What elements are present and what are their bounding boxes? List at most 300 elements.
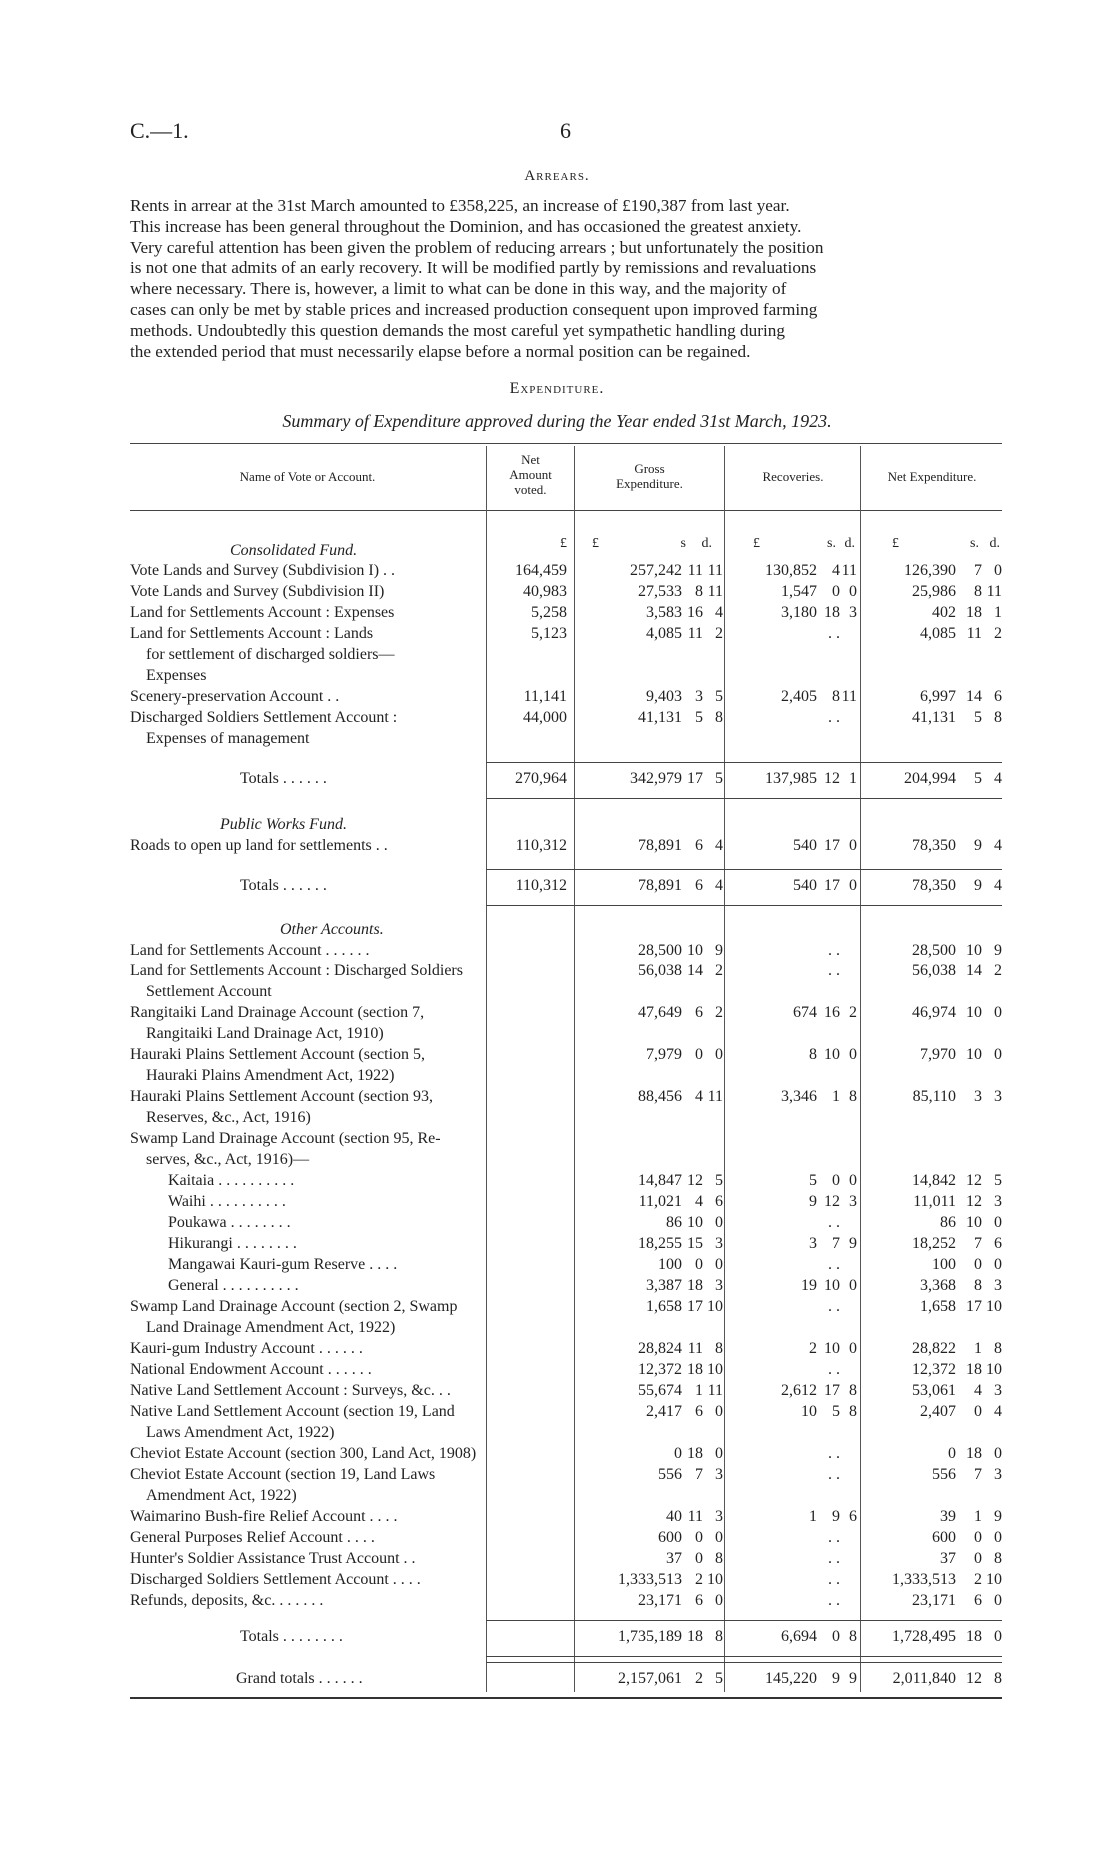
recoveries-nil: . . [828,1445,840,1462]
unit-pence: d. [701,536,712,551]
gross-shillings: 5 [695,709,703,726]
account-name: Land for Settlements Account . . . . . . [130,942,370,959]
gross-pence: 11 [707,1088,723,1105]
gross-shillings: 2 [695,1571,703,1588]
net-pence: 6 [994,688,1002,705]
account-name: Hauraki Plains Settlement Account (section 93, [130,1088,434,1105]
recoveries-pounds: 9 [809,1193,817,1210]
net-shillings: 12 [966,1172,982,1189]
gross-pence: 10 [707,1298,723,1315]
net-pounds: 1,658 [920,1298,956,1315]
net-shillings: 7 [974,562,982,579]
gross-pounds: 28,500 [638,942,682,959]
net-pounds: 4,085 [920,625,956,642]
gross-pounds: 12,372 [638,1361,682,1378]
gross-pence: 5 [715,770,723,787]
gross-pounds: 556 [658,1466,682,1483]
gross-shillings: 6 [695,1592,703,1609]
net-pence: 0 [994,1046,1002,1063]
net-pounds: 1,728,495 [892,1628,956,1645]
gross-pounds: 88,456 [638,1088,682,1105]
net-pounds: 12,372 [912,1361,956,1378]
account-name: Kaitaia . . . . . . . . . . [168,1172,295,1189]
account-name: Public Works Fund. [220,816,347,833]
column-divider [574,446,575,1692]
gross-pence: 0 [715,1256,723,1273]
gross-pence: 8 [715,1340,723,1357]
account-name: Hauraki Plains Amendment Act, 1922) [146,1067,395,1084]
recoveries-nil: . . [828,1550,840,1567]
net-pounds: 41,131 [912,709,956,726]
account-name: Cheviot Estate Account (section 19, Land Laws [130,1466,436,1483]
recoveries-pounds: 1 [809,1508,817,1525]
gross-shillings: 10 [687,942,703,959]
table-bottom-rule [130,1697,1002,1699]
unit-pounds: £ [592,536,599,551]
account-name: Totals . . . . . . [240,770,327,787]
account-name: Land for Settlements Account : Lands [130,625,374,642]
net-pounds: 37 [940,1550,956,1567]
net-pounds: 204,994 [904,770,956,787]
gross-pence: 6 [715,1193,723,1210]
gross-pounds: 23,171 [638,1592,682,1609]
gross-shillings: 4 [695,1088,703,1105]
gross-shillings: 1 [695,1382,703,1399]
recoveries-shillings: 10 [824,1046,840,1063]
account-name: General Purposes Relief Account . . . . [130,1529,375,1546]
gross-pence: 4 [715,837,723,854]
net-shillings: 0 [974,1550,982,1567]
net-shillings: 4 [974,1382,982,1399]
gross-pounds: 1,333,513 [618,1571,682,1588]
page-number: 6 [560,118,571,143]
account-name: Roads to open up land for settlements . . [130,837,388,854]
gross-pence: 4 [715,604,723,621]
recoveries-nil: . . [828,1571,840,1588]
net-shillings: 8 [974,1277,982,1294]
net-pence: 0 [994,1214,1002,1231]
col-header-name: Name of Vote or Account. [239,469,376,484]
recoveries-pounds: 10 [801,1403,817,1420]
net-pence: 1 [994,604,1002,621]
gross-shillings: 11 [687,625,703,642]
account-name: Swamp Land Drainage Account (section 2, Swamp [130,1298,458,1315]
account-name: Amendment Act, 1922) [146,1487,297,1504]
recoveries-pounds: 2 [809,1340,817,1357]
net-pence: 8 [994,709,1002,726]
gross-pence: 3 [715,1466,723,1483]
account-name: Native Land Settlement Account : Surveys, &c. . . [130,1382,451,1399]
gross-shillings: 17 [687,1298,703,1315]
gross-shillings: 18 [687,1277,703,1294]
net-pence: 11 [986,583,1002,600]
net-shillings: 12 [966,1670,982,1687]
net-shillings: 18 [966,1628,982,1645]
recoveries-pounds: 19 [801,1277,817,1294]
gross-shillings: 18 [687,1628,703,1645]
gross-shillings: 17 [687,770,703,787]
account-name: Scenery-preservation Account . . [130,688,340,705]
gross-pounds: 3,583 [646,604,682,621]
net-pence: 0 [994,1529,1002,1546]
gross-pounds: 342,979 [630,770,682,787]
recoveries-shillings: 16 [824,1004,840,1021]
net-pounds: 100 [932,1256,956,1273]
account-name: Settlement Account [146,983,272,1000]
net-amount-voted: 270,964 [515,770,567,787]
gross-pence: 3 [715,1277,723,1294]
net-pounds: 23,171 [912,1592,956,1609]
net-pence: 0 [994,1628,1002,1645]
account-name: General . . . . . . . . . . [168,1277,299,1294]
gross-pounds: 27,533 [638,583,682,600]
col-header-gross: Gross Expenditure. [616,461,683,491]
gross-pence: 9 [715,942,723,959]
net-shillings: 18 [966,1445,982,1462]
gross-pounds: 11,021 [638,1193,682,1210]
net-pounds: 600 [932,1529,956,1546]
recoveries-shillings: 0 [832,1172,840,1189]
net-shillings: 2 [974,1571,982,1588]
account-name: Cheviot Estate Account (section 300, Land Act, 1908) [130,1445,477,1462]
gross-shillings: 10 [687,1214,703,1231]
gross-pounds: 40 [666,1508,682,1525]
recoveries-nil: . . [828,709,840,726]
recoveries-pounds: 540 [793,837,817,854]
arrears-line: where necessary. There is, however, a limit to what can be done in this way, and the majority of [130,279,787,299]
gross-pence: 2 [715,1004,723,1021]
recoveries-pence: 9 [849,1235,857,1252]
unit-pounds: £ [753,536,760,551]
gross-pounds: 3,387 [646,1277,682,1294]
net-shillings: 10 [966,1046,982,1063]
net-pounds: 556 [932,1466,956,1483]
recoveries-pounds: 6,694 [781,1628,817,1645]
recoveries-nil: . . [828,1529,840,1546]
net-pence: 10 [986,1361,1002,1378]
recoveries-nil: . . [828,625,840,642]
net-pounds: 14,842 [912,1172,956,1189]
net-pence: 9 [994,1508,1002,1525]
gross-shillings: 6 [695,877,703,894]
net-pence: 8 [994,1670,1002,1687]
account-name: Other Accounts. [280,921,384,938]
gross-shillings: 0 [695,1046,703,1063]
account-name: Vote Lands and Survey (Subdivision I) . . [130,562,396,579]
net-pence: 3 [994,1382,1002,1399]
gross-pounds: 100 [658,1256,682,1273]
gross-pounds: 2,417 [646,1403,682,1420]
net-pence: 6 [994,1235,1002,1252]
recoveries-pence: 0 [849,1046,857,1063]
net-pence: 4 [994,770,1002,787]
totals-rule [486,905,1002,906]
net-amount-voted: 40,983 [523,583,567,600]
account-name: Hunter's Soldier Assistance Trust Account . . [130,1550,416,1567]
recoveries-shillings: 12 [824,770,840,787]
account-name: Totals . . . . . . . . [240,1628,343,1645]
expenditure-subtitle: Summary of Expenditure approved during the Year ended 31st March, 1923. [282,411,832,431]
gross-shillings: 0 [695,1550,703,1567]
gross-pence: 5 [715,1172,723,1189]
account-name: Vote Lands and Survey (Subdivision II) [130,583,385,600]
gross-shillings: 11 [687,1508,703,1525]
gross-pounds: 0 [674,1445,682,1462]
recoveries-shillings: 17 [824,1382,840,1399]
recoveries-pence: 0 [849,877,857,894]
net-shillings: 5 [974,770,982,787]
recoveries-nil: . . [828,1466,840,1483]
gross-pence: 0 [715,1046,723,1063]
net-shillings: 12 [966,1193,982,1210]
net-pounds: 39 [940,1508,956,1525]
net-amount-voted: 5,123 [531,625,567,642]
net-pence: 0 [994,1445,1002,1462]
gross-pence: 0 [715,1529,723,1546]
account-name: Refunds, deposits, &c. . . . . . . [130,1592,324,1609]
account-name: Swamp Land Drainage Account (section 95, Re- [130,1130,441,1147]
net-pounds: 78,350 [912,837,956,854]
net-shillings: 17 [966,1298,982,1315]
gross-pounds: 7,979 [646,1046,682,1063]
account-name: Hikurangi . . . . . . . . [168,1235,297,1252]
arrears-line: the extended period that must necessarily elapse before a normal position can be regained. [130,341,751,361]
gross-pence: 0 [715,1214,723,1231]
account-name: Native Land Settlement Account (section 19, Land [130,1403,455,1420]
net-shillings: 0 [974,1403,982,1420]
account-name: Hauraki Plains Settlement Account (section 5, [130,1046,426,1063]
gross-pounds: 86 [666,1214,682,1231]
gross-pounds: 18,255 [638,1235,682,1252]
recoveries-shillings: 10 [824,1277,840,1294]
net-shillings: 0 [974,1256,982,1273]
totals-rule [486,798,1002,799]
gross-pence: 3 [715,1508,723,1525]
arrears-line: Very careful attention has been given the problem of reducing arrears ; but unfortunately the position [130,237,824,257]
net-pence: 3 [994,1466,1002,1483]
recoveries-pounds: 8 [809,1046,817,1063]
net-pence: 10 [986,1571,1002,1588]
net-pounds: 0 [948,1445,956,1462]
net-shillings: 9 [974,877,982,894]
recoveries-pounds: 3 [809,1235,817,1252]
net-pounds: 402 [932,604,956,621]
net-shillings: 18 [966,604,982,621]
net-pounds: 2,011,840 [892,1670,956,1687]
net-pence: 3 [994,1088,1002,1105]
recoveries-pence: 3 [849,604,857,621]
totals-rule [486,869,1002,870]
net-pence: 2 [994,962,1002,979]
account-name: Reserves, &c., Act, 1916) [146,1109,311,1126]
recoveries-shillings: 17 [824,837,840,854]
gross-pence: 11 [707,583,723,600]
arrears-heading: Arrears. [524,168,590,184]
gross-pence: 5 [715,1670,723,1687]
recoveries-shillings: 4 [832,562,840,579]
gross-pence: 8 [715,709,723,726]
arrears-line: cases can only be met by stable prices and increased production consequent upon improved farming [130,299,818,319]
net-pounds: 85,110 [912,1088,956,1105]
gross-pounds: 1,735,189 [618,1628,682,1645]
net-pounds: 2,407 [920,1403,956,1420]
net-pounds: 11,011 [913,1193,956,1210]
unit-shillings: s. [827,536,836,551]
recoveries-pounds: 137,985 [765,770,817,787]
account-name: Land for Settlements Account : Discharged Soldiers [130,962,463,979]
gross-pence: 11 [707,562,723,579]
account-name: Expenses of management [146,730,310,747]
recoveries-nil: . . [828,962,840,979]
net-pence: 8 [994,1550,1002,1567]
totals-rule [486,762,1002,763]
net-shillings: 9 [974,837,982,854]
gross-shillings: 6 [695,1403,703,1420]
net-pence: 8 [994,1340,1002,1357]
document-reference: C.—1. [130,118,189,143]
net-shillings: 18 [966,1361,982,1378]
expenditure-heading: Expenditure. [509,380,605,397]
gross-pence: 4 [715,877,723,894]
account-name: Laws Amendment Act, 1922) [146,1424,335,1441]
gross-pence: 8 [715,1550,723,1567]
account-name: for settlement of discharged soldiers— [146,646,395,663]
account-name: Discharged Soldiers Settlement Account . . . . [130,1571,421,1588]
recoveries-pounds: 3,180 [781,604,817,621]
gross-pence: 3 [715,1235,723,1252]
gross-shillings: 3 [695,688,703,705]
recoveries-pence: 6 [849,1508,857,1525]
net-shillings: 0 [974,1529,982,1546]
recoveries-shillings: 5 [832,1403,840,1420]
net-amount-voted: 110,312 [515,877,567,894]
gross-pence: 10 [707,1571,723,1588]
recoveries-pence: 8 [849,1403,857,1420]
net-pence: 0 [994,562,1002,579]
account-name: Waihi . . . . . . . . . . [168,1193,286,1210]
recoveries-pounds: 145,220 [765,1670,817,1687]
recoveries-pounds: 674 [793,1004,817,1021]
net-amount-voted: 110,312 [515,837,567,854]
gross-pounds: 4,085 [646,625,682,642]
recoveries-pounds: 2,405 [781,688,817,705]
gross-shillings: 12 [687,1172,703,1189]
net-shillings: 3 [974,1088,982,1105]
net-shillings: 10 [966,1214,982,1231]
net-pence: 10 [986,1298,1002,1315]
gross-pence: 0 [715,1592,723,1609]
arrears-line: is not one that admits of an early recovery. It will be modified partly by remissions and revaluations [130,258,817,278]
gross-shillings: 11 [687,562,703,579]
net-pounds: 28,500 [912,942,956,959]
recoveries-pounds: 1,547 [781,583,817,600]
recoveries-shillings: 18 [824,604,840,621]
gross-shillings: 6 [695,837,703,854]
gross-pounds: 14,847 [638,1172,682,1189]
net-shillings: 10 [966,942,982,959]
net-pounds: 1,333,513 [892,1571,956,1588]
net-amount-voted: 11,141 [523,688,567,705]
net-pounds: 126,390 [904,562,956,579]
net-pounds: 53,061 [912,1382,956,1399]
net-pounds: 46,974 [912,1004,956,1021]
table-head-rule [130,510,1002,511]
gross-shillings: 8 [695,583,703,600]
gross-pence: 2 [715,962,723,979]
account-name: National Endowment Account . . . . . . [130,1361,372,1378]
net-pounds: 7,970 [920,1046,956,1063]
recoveries-pence: 0 [849,1277,857,1294]
net-amount-voted: 164,459 [515,562,567,579]
gross-pounds: 257,242 [630,562,682,579]
recoveries-shillings: 17 [824,877,840,894]
gross-pounds: 56,038 [638,962,682,979]
recoveries-shillings: 12 [824,1193,840,1210]
recoveries-shillings: 0 [832,583,840,600]
net-shillings: 11 [966,625,982,642]
recoveries-pence: 8 [849,1382,857,1399]
net-pounds: 28,822 [912,1340,956,1357]
recoveries-shillings: 10 [824,1340,840,1357]
net-shillings: 14 [966,962,982,979]
net-pence: 0 [994,1592,1002,1609]
gross-shillings: 14 [687,962,703,979]
recoveries-shillings: 9 [832,1670,840,1687]
recoveries-nil: . . [828,1256,840,1273]
net-pence: 2 [994,625,1002,642]
gross-pence: 0 [715,1403,723,1420]
unit-pence: d. [844,536,855,551]
net-shillings: 14 [966,688,982,705]
recoveries-nil: . . [828,1592,840,1609]
account-name: Waimarino Bush-fire Relief Account . . . . [130,1508,398,1525]
recoveries-pence: 11 [841,688,857,705]
gross-pence: 0 [715,1445,723,1462]
recoveries-pounds: 2,612 [781,1382,817,1399]
recoveries-pence: 8 [849,1088,857,1105]
recoveries-nil: . . [828,942,840,959]
gross-pounds: 47,649 [638,1004,682,1021]
gross-shillings: 0 [695,1529,703,1546]
net-pounds: 86 [940,1214,956,1231]
net-shillings: 1 [974,1508,982,1525]
recoveries-pence: 0 [849,583,857,600]
net-pounds: 78,350 [912,877,956,894]
account-name: Consolidated Fund. [230,542,358,559]
recoveries-pounds: 540 [793,877,817,894]
gross-pence: 8 [715,1628,723,1645]
net-amount-voted: 44,000 [523,709,567,726]
gross-pence: 2 [715,625,723,642]
col-header-recoveries: Recoveries. [762,469,824,484]
account-name: Land Drainage Amendment Act, 1922) [146,1319,396,1336]
gross-pounds: 9,403 [646,688,682,705]
gross-pounds: 600 [658,1529,682,1546]
gross-shillings: 16 [687,604,703,621]
gross-pence: 5 [715,688,723,705]
recoveries-pence: 1 [849,770,857,787]
gross-pounds: 2,157,061 [618,1670,682,1687]
gross-shillings: 11 [687,1340,703,1357]
recoveries-shillings: 9 [832,1508,840,1525]
unit-shillings: s. [970,536,979,551]
account-name: Rangitaiki Land Drainage Act, 1910) [146,1025,384,1042]
gross-pounds: 78,891 [638,837,682,854]
net-amount-voted: 5,258 [531,604,567,621]
column-divider [486,446,487,1692]
gross-shillings: 15 [687,1235,703,1252]
net-pence: 4 [994,837,1002,854]
